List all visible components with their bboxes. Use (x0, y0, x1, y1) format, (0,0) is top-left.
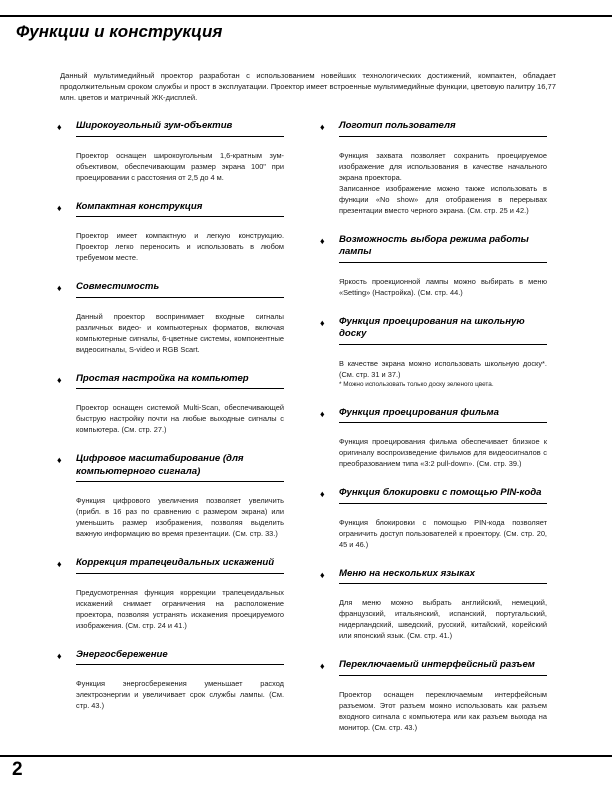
diamond-bullet-icon: ♦ (57, 202, 62, 213)
feature-heading: Переключаемый интерфейсный разъем (339, 659, 547, 676)
feature-text-line: Функция захвата позволяет сохранить проецируемое изображение для использования в качестве начального экрана проектора. (339, 150, 547, 182)
diamond-bullet-icon: ♦ (57, 455, 62, 465)
feature-text: Проектор имеет компактную и легкую конструкцию. Проектор легко переносить и использовать в любом требуемом месте. (76, 231, 284, 262)
feature-heading: Цифровое масштабирование (для компьютерного сигнала) (76, 453, 284, 482)
feature-section (319, 487, 547, 550)
feature-section (56, 201, 284, 264)
diamond-bullet-icon: ♦ (320, 408, 325, 419)
feature-section (56, 557, 284, 631)
feature-heading: Коррекция трапецеидальных искажений (76, 557, 284, 574)
diamond-bullet-icon: ♦ (57, 374, 62, 385)
feature-heading: Совместимость (76, 281, 284, 298)
footnote: * Можно использовать только доску зеленого цвета. (339, 380, 494, 388)
diamond-bullet-icon: ♦ (320, 235, 325, 246)
diamond-bullet-icon: ♦ (57, 559, 62, 569)
feature-text: Функция блокировки с помощью PIN-кода позволяет ограничить доступ пользователей к проектору. (См. стр. 20, 45 и 46.) (339, 517, 547, 549)
feature-heading: Возможность выбора режима работы лампы (339, 234, 547, 263)
feature-section (56, 649, 284, 712)
feature-text: Для меню можно выбрать английский, немецкий, французский, итальянский, испанский, португальский, нидерландский, шведский, русский, китайский, корейский или японский язык. (См. стр. 41.) (339, 598, 547, 640)
feature-text: Яркость проекционной лампы можно выбирать в меню «Setting» (Настройка). (См. стр. 44.) (339, 276, 547, 297)
feature-heading: Логотип пользователя (339, 120, 547, 137)
feature-text (339, 150, 547, 216)
feature-text-line: В качестве экрана можно использовать школьную доску*. (См. стр. 31 и 37.) (339, 358, 547, 379)
feature-section (56, 453, 284, 539)
feature-text: Функция проецирования фильма обеспечивает близкое к оригиналу воспроизведение фильмов для видеосигналов с преобразованием типа «3:2 pull-down». (См. стр. 39.) (339, 437, 547, 468)
feature-heading: Функция блокировки с помощью PIN-кода (339, 487, 547, 504)
feature-text (339, 358, 547, 389)
feature-section (56, 373, 284, 436)
feature-heading: Простая настройка на компьютер (76, 373, 284, 390)
diamond-bullet-icon: ♦ (57, 122, 62, 132)
feature-section (319, 659, 547, 733)
right-column (319, 120, 547, 751)
intro-paragraph: Данный мультимедийный проектор разработан с использованием новейших технологических достижений, компактен, обладает продолжительным сроком службы и прост в эксплуатации. Проектор имеет встроенные мультимедийные функции, цветовую палитру 16,77 млн. цветов и матричный ЖК-дисплей. (60, 71, 556, 103)
feature-heading: Энергосбережение (76, 649, 284, 666)
feature-section (319, 316, 547, 389)
diamond-bullet-icon: ♦ (320, 569, 325, 580)
page-number: 2 (12, 759, 23, 780)
feature-section (319, 234, 547, 298)
diamond-bullet-icon: ♦ (320, 661, 325, 671)
feature-section (56, 120, 284, 183)
bottom-divider (0, 755, 612, 757)
feature-text: Предусмотренная функция коррекции трапецеидальных искажений снимает ограничения на расположение проектора, позволяя устранять искажения проецируемого изображения. (См. стр. 24 и 41.) (76, 587, 284, 630)
feature-text: Проектор оснащен переключаемым интерфейсным разъемом. Этот разъем можно использовать как разъем входного сигнала с компьютера или как разъем выхода на монитор. (См. стр. 43.) (339, 689, 547, 732)
page-title: Функции и конструкция (16, 22, 223, 41)
left-column (56, 120, 284, 729)
feature-section (319, 568, 547, 642)
feature-heading: Функция проецирования фильма (339, 407, 547, 424)
feature-text: Проектор оснащен широкоугольным 1,6-кратным зум-объективом, обеспечивающим размер экрана 100" при проецировании с расстояния от 2,5 до 4 м. (76, 150, 284, 182)
feature-heading: Компактная конструкция (76, 201, 284, 218)
feature-heading: Широкоугольный зум-объектив (76, 120, 284, 137)
diamond-bullet-icon: ♦ (320, 489, 325, 499)
feature-text: Проектор оснащен системой Multi-Scan, обеспечивающей быструю настройку почти на любые выходные сигналы с компьютера. (См. стр. 27.) (76, 403, 284, 434)
feature-section (319, 120, 547, 216)
feature-heading: Меню на нескольких языках (339, 568, 547, 585)
feature-text: Функция цифрового увеличения позволяет увеличить (прибл. в 16 раз по сравнению с размером экрана) или уменьшить размер изображения, позволяя выделить важную информацию во время презентации. (См. стр. 33.) (76, 496, 284, 538)
feature-text: Данный проектор воспринимает входные сигналы различных видео- и компьютерных форматов, включая компьютерные сигналы, 6-цветные системы, компонентные видеосигналы, S-video и RGB Scart. (76, 311, 284, 354)
feature-text: Функция энергосбережения уменьшает расход электроэнергии и увеличивает срок службы лампы. (См. стр. 43.) (76, 679, 284, 710)
diamond-bullet-icon: ♦ (57, 650, 62, 661)
feature-section (56, 281, 284, 355)
feature-section (319, 407, 547, 470)
feature-heading: Функция проецирования на школьную доску (339, 316, 547, 345)
diamond-bullet-icon: ♦ (320, 317, 325, 328)
diamond-bullet-icon: ♦ (57, 283, 62, 293)
top-divider (0, 15, 612, 17)
diamond-bullet-icon: ♦ (320, 122, 325, 132)
feature-text-line: Записанное изображение можно также использовать в функции «No show» для отображения в перерывах презентации вместо черного экрана. (См. стр. 25 и 42.) (339, 183, 547, 215)
